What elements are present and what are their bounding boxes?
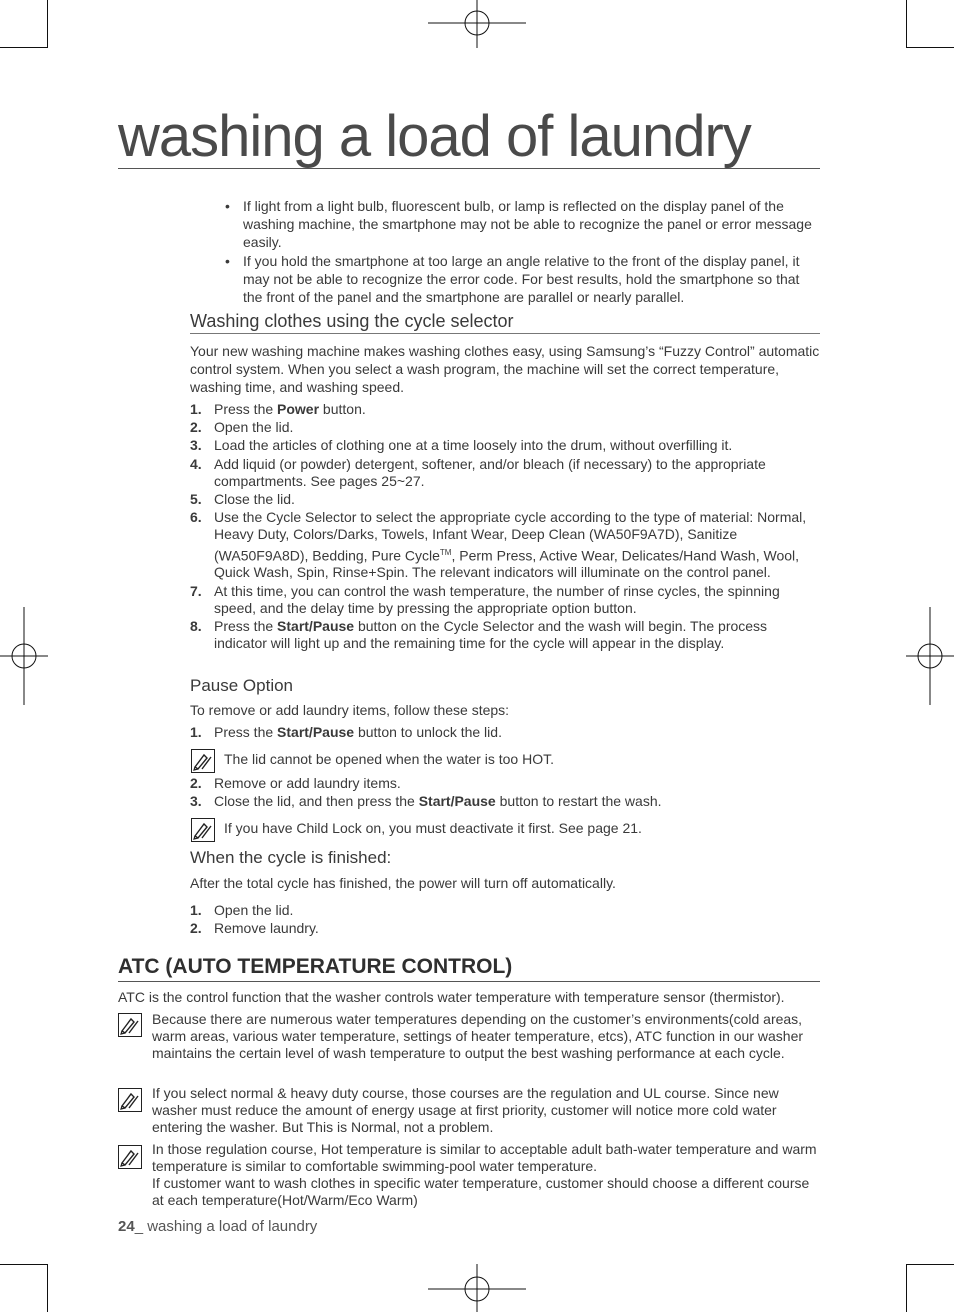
crop-mark [0,47,48,48]
note-pencil-icon [191,749,215,773]
section-heading-cycle-selector: Washing clothes using the cycle selector [190,310,820,334]
section-heading-cycle-finished: When the cycle is finished: [190,848,392,867]
pause-option-intro: To remove or add laundry items, follow these steps: [190,702,510,718]
note-text: The lid cannot be opened when the water is too HOT. [224,751,554,767]
crop-mark [0,1264,48,1265]
list-item: 2. Open the lid. [190,419,294,436]
pause-step-1 [190,724,820,742]
atc-intro: ATC is the control function that the washer controls water temperature with temperature sensor (thermistor). [118,989,785,1005]
list-item: 3. Load the articles of clothing one at a time loosely into the drum, without overfilling it. [190,437,733,454]
note-pencil-icon [118,1088,142,1112]
pause-steps-2-3 [190,775,820,811]
section-heading-atc: ATC (AUTO TEMPERATURE CONTROL) [118,954,820,982]
page-number: 24 [118,1218,135,1235]
crop-mark [47,1264,48,1312]
list-item: 1. Open the lid. [190,902,294,918]
atc-note: Because there are numerous water temperatures depending on the customer’s environments(cold areas, warm areas, various water temperature, settings of heater temperature, etcs), ATC function in our washer maintains the certain level of wash temperature to output the best washing performance at each cycle. [152,1011,804,1061]
registration-mark-bottom [428,1264,526,1312]
list-item: 8. Press the Start/Pause button on the Cycle Selector and the wash will begin. The process indicator will light up and the remaining time for the cycle will appear in the display. [190,618,768,652]
atc-note: In those regulation course, Hot temperature is similar to acceptable adult bath-water temperature and warm temperature is similar to comfortable swimming-pool water temperature. If customer want to wash clothes in specific water temperature, customer should choose a different course at each temperature(Hot/Warm/Eco Warm) [152,1141,817,1208]
cycle-finished-intro: After the total cycle has finished, the power will turn off automatically. [190,875,616,891]
note-pencil-icon [118,1013,142,1037]
crop-mark [906,1264,954,1265]
registration-mark-left [0,607,48,705]
footer-label: _ washing a load of laundry [134,1218,318,1235]
registration-mark-top [428,0,526,48]
list-item: 4. Add liquid (or powder) detergent, softener, and/or bleach (if necessary) to the appropriate compartments. See pages 25~27. [190,455,766,489]
list-item: • If light from a light bulb, fluorescent bulb, or lamp is reflected on the display panel of the washing machine, the smartphone may not be able to recognize the panel or error message easily. [225,197,820,252]
page-title: washing a load of laundry [118,108,820,169]
list-item: 7. At this time, you can control the wash temperature, the number of rinse cycles, the spinning speed, and the delay time by pressing the appropriate option button. [190,582,780,616]
list-item: 5. Close the lid. [190,491,295,508]
list-item: 2. Remove or add laundry items. [190,775,401,791]
cycle-finished-steps [190,902,820,938]
cycle-selector-intro: Your new washing machine makes washing clothes easy, using Samsung’s “Fuzzy Control” automatic control system. When you select a wash program, the machine will set the correct temperature, washing time, and washing speed. [190,343,820,395]
list-item: 2. Remove laundry. [190,920,319,937]
section-heading-pause-option: Pause Option [190,676,294,695]
list-item: 6. Use the Cycle Selector to select the appropriate cycle according to the type of material: Normal, Heavy Duty, Colors/Darks, Towels, Infant Wear, Deep Clean (WA50F9A7D), Sanitize (WA50F9A8D), Bedding, Pure Cycle™, Perm Press, Active Wear, Delicates/Hand Wash, Wool, Quick Wash, Spin, Rinse+Spin. The relevant indicators will illuminate on the control panel. [190,509,807,581]
registration-mark-right [906,607,954,705]
list-item: • If you hold the smartphone at too large an angle relative to the front of the display panel, it may not be able to recognize the error code. For best results, hold the smartphone so that the front of the panel and the smartphone are parallel or nearly parallel. [225,252,820,307]
note-pencil-icon [191,818,215,842]
atc-note: If you select normal & heavy duty course, those courses are the regulation and UL course. Since new washer must reduce the amount of energy usage at first priority, customer will notice more cold water entering the washer. But This is Normal, not a problem. [152,1085,779,1135]
crop-mark [906,0,907,48]
crop-mark [906,47,954,48]
list-item: 1. Press the Start/Pause button to unlock the lid. [190,724,502,740]
note-pencil-icon [118,1145,142,1169]
intro-bullet-list [225,197,820,306]
cycle-selector-steps [190,401,820,654]
page-footer [118,1217,317,1237]
list-item: 1. Press the Power button. [190,401,366,417]
list-item: 3. Close the lid, and then press the Start/Pause button to restart the wash. [190,793,662,810]
crop-mark [47,0,48,48]
note-text: If you have Child Lock on, you must deactivate it first. See page 21. [224,820,642,836]
crop-mark [906,1264,907,1312]
